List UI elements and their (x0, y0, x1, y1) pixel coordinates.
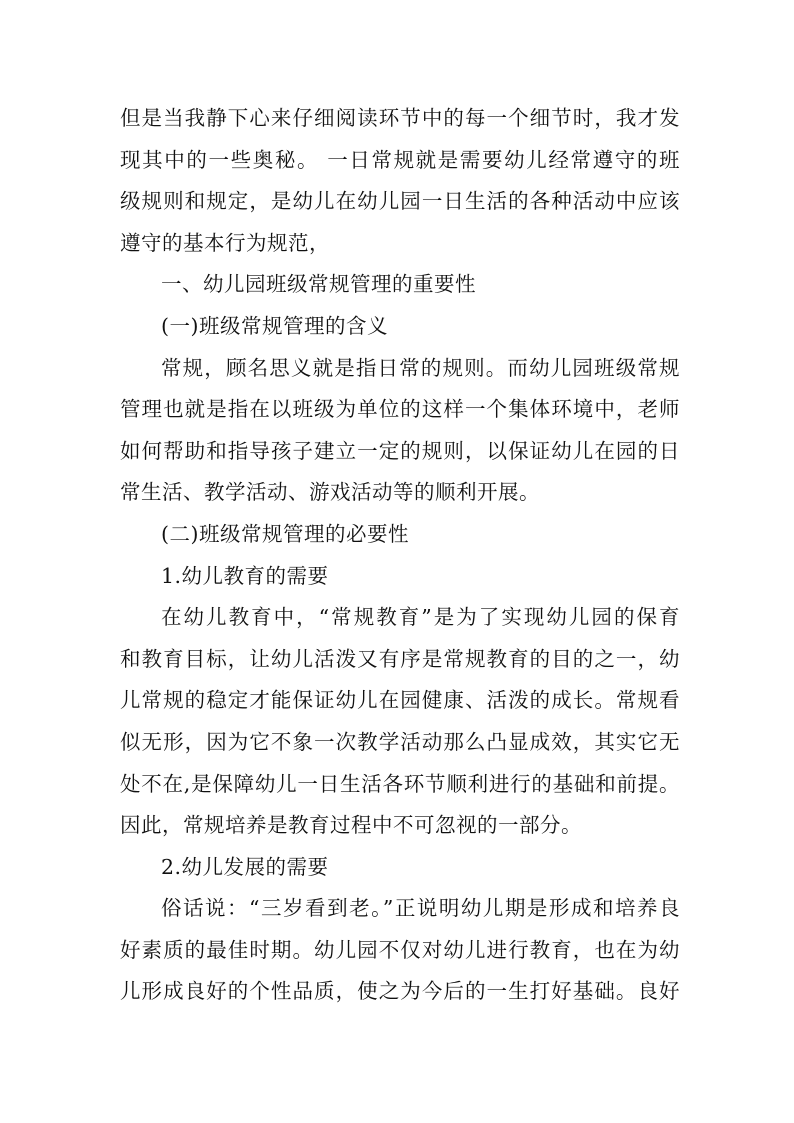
text-line: 好素质的最佳时期。幼儿园不仅对幼儿进行教育，也在为幼 (120, 937, 680, 962)
subsection-heading: (一)班级常规管理的含义 (161, 313, 388, 338)
text-line: 处不在,是保障幼儿一日生活各环节顺利进行的基础和前提。 (120, 771, 680, 796)
body-text (120, 98, 680, 1013)
text-line: 因此，常规培养是教育过程中不可忽视的一部分。 (120, 813, 582, 838)
text-line: 和教育目标，让幼儿活泼又有序是常规教育的目的之一，幼 (120, 646, 680, 671)
item-heading: 2.幼儿发展的需要 (161, 854, 329, 879)
text-line: 现其中的一些奥秘。 一日常规就是需要幼儿经常遵守的班 (120, 147, 680, 172)
text-line: 常规，顾名思义就是指日常的规则。而幼儿园班级常规 (161, 355, 680, 380)
text-line: 似无形，因为它不象一次教学活动那么凸显成效，其实它无 (120, 729, 680, 754)
text-line: 俗话说：“三岁看到老。”正说明幼儿期是形成和培养良 (161, 896, 680, 921)
subsection-heading: (二)班级常规管理的必要性 (161, 521, 409, 546)
text-line: 常生活、教学活动、游戏活动等的顺利开展。 (120, 480, 540, 505)
text-line: 儿常规的稳定才能保证幼儿在园健康、活泼的成长。常规看 (120, 688, 680, 713)
text-line: 级规则和规定，是幼儿在幼儿园一日生活的各种活动中应该 (120, 189, 680, 214)
text-line: 但是当我静下心来仔细阅读环节中的每一个细节时，我才发 (120, 106, 680, 130)
text-line: 管理也就是指在以班级为单位的这样一个集体环境中，老师 (120, 397, 680, 422)
text-line: 遵守的基本行为规范， (120, 230, 330, 255)
item-heading: 1.幼儿教育的需要 (161, 563, 329, 588)
section-heading: 一、幼儿园班级常规管理的重要性 (161, 272, 476, 297)
text-line: 在幼儿教育中，“常规教育”是为了实现幼儿园的保育 (161, 605, 680, 630)
text-line: 儿形成良好的个性品质，使之为今后的一生打好基础。良好 (120, 979, 680, 1004)
text-line: 如何帮助和指导孩子建立一定的规则，以保证幼儿在园的日 (120, 438, 680, 463)
